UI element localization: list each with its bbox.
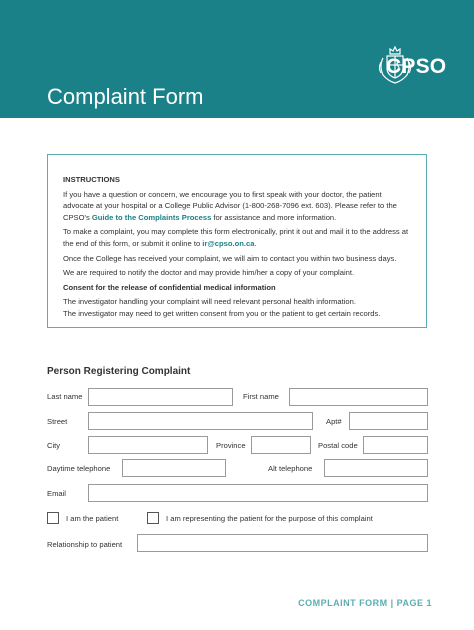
page-header [0, 0, 474, 118]
instructions-paragraph-1 [63, 189, 411, 224]
email-link[interactable]: ir@cpso.on.ca [202, 238, 255, 248]
alt-telephone-label: Alt telephone [268, 464, 313, 473]
instructions-paragraph-6: The investigator handling your complaint will need relevant personal health information. [63, 297, 356, 307]
last-name-field[interactable] [88, 388, 233, 406]
guide-link[interactable]: Guide to the Complaints Process [91, 212, 212, 222]
patient-checkbox-label: I am the patient [66, 514, 119, 523]
representing-checkbox[interactable] [147, 512, 159, 524]
postal-code-label: Postal code [318, 441, 358, 450]
street-label: Street [47, 417, 68, 426]
page-footer: COMPLAINT FORM | PAGE 1 [298, 598, 432, 608]
instructions-heading: INSTRUCTIONS [63, 175, 120, 184]
consent-heading: Consent for the release of confidential medical information [63, 282, 276, 292]
instructions-text: for assistance and more information. [211, 212, 337, 222]
instructions-text: To make a complaint, you may complete this form electronically, print it out and mail it to the address at the end of this form, or submit it online to [63, 227, 409, 248]
page-title: Complaint Form [47, 84, 204, 109]
city-label: City [47, 441, 61, 450]
instructions-paragraph-4: We are required to notify the doctor and may provide him/her a copy of your complaint. [63, 268, 355, 278]
relationship-label: Relationship to patient [47, 540, 123, 549]
instructions-paragraph-7: The investigator may need to get written consent from you or the patient to get certain records. [63, 308, 381, 318]
instructions-paragraph-2 [63, 226, 411, 249]
instructions-text: If you have a question or concern, we encourage you to first speak with your doctor, the patient advocate at your hospital or a College Public Advisor (1-800-268-7096 ext. 603). Please refer to the CPSO's [63, 189, 397, 222]
alt-telephone-field[interactable] [324, 459, 428, 477]
province-label: Province [216, 441, 246, 450]
first-name-field[interactable] [289, 388, 428, 406]
province-field[interactable] [251, 436, 311, 454]
relationship-field[interactable] [137, 534, 428, 552]
instructions-text: . [254, 238, 257, 248]
last-name-label: Last name [47, 392, 83, 401]
instructions-paragraph-3: Once the College has received your complaint, we will aim to contact you within two business days. [63, 253, 397, 263]
instructions-box [47, 154, 427, 328]
apt-label: Apt# [326, 417, 342, 426]
postal-code-field[interactable] [363, 436, 428, 454]
section-title: Person Registering Complaint [47, 366, 191, 377]
patient-checkbox[interactable] [47, 512, 59, 524]
first-name-label: First name [243, 392, 279, 401]
representing-checkbox-label: I am representing the patient for the purpose of this complaint [166, 514, 373, 523]
city-field[interactable] [88, 436, 208, 454]
brand-name: CPSO [386, 55, 447, 78]
daytime-telephone-field[interactable] [122, 459, 226, 477]
apt-field[interactable] [349, 412, 428, 430]
street-field[interactable] [88, 412, 313, 430]
daytime-telephone-label: Daytime telephone [47, 464, 111, 473]
email-field[interactable] [88, 484, 428, 502]
email-label: Email [47, 489, 66, 498]
